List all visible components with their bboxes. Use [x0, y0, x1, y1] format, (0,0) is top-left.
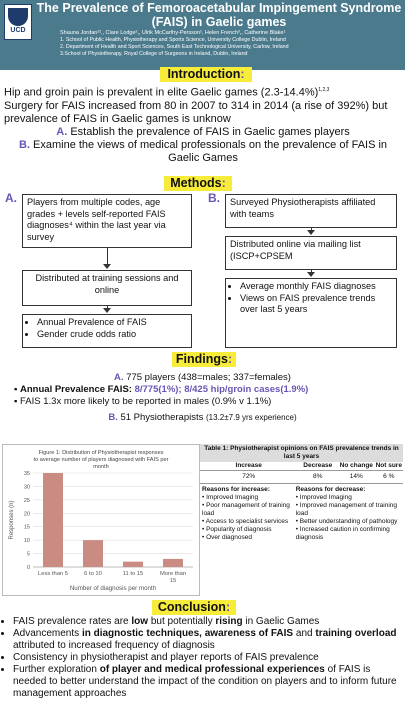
conclusion-item: • FAIS prevalence rates are low but potentially rising in Gaelic Games — [13, 616, 403, 628]
methods-a-box-1: Players from multiple codes, age grades + levels self-reported FAIS diagnoses⁴ within the last year via survey — [22, 194, 192, 248]
methods-b-label: B. — [208, 191, 220, 205]
bar — [43, 473, 63, 567]
bar — [83, 540, 103, 567]
reason-item: • Access to specialist services — [202, 518, 289, 525]
introduction-heading: Introduction: — [160, 67, 252, 82]
bar — [123, 562, 143, 567]
findings-players: A. 775 players (438=males; 337=females) — [114, 372, 291, 383]
chart-title: Figure 1: Distribution of Physiotherapist responses — [38, 450, 164, 456]
affiliation-2: 2. Department of Health and Sport Sciences, South East Technological University, Carlow, Ireland — [60, 44, 289, 50]
conclusion-item: • Further exploration of player and medical professional experiences of FAIS is needed to better understand the impact of the condition on players and to inform future management approaches — [13, 664, 403, 700]
bar — [163, 559, 183, 567]
university-logo — [4, 4, 32, 40]
findings-males: ▪ FAIS 1.3x more likely to be reported in males (0.9% v 1.1%) — [14, 396, 272, 407]
y-tick-label: 20 — [23, 511, 30, 518]
y-tick-label: 35 — [23, 471, 30, 477]
arrow-down-icon — [307, 272, 315, 277]
table-header-row — [200, 462, 403, 471]
table-header: Decrease — [303, 462, 333, 469]
table-header: Increase — [235, 462, 262, 469]
conclusion-section — [3, 616, 403, 700]
intro-line-1: Hip and groin pain is prevalent in elite Gaelic games $(2.3-14.4\%)^{1,2,3}$ — [4, 86, 330, 99]
methods-b-outcome: • Average monthly FAIS diagnoses — [240, 281, 392, 293]
affiliation-1: 1. School of Public Health, Physiotherapy and Sports Science, University College Dublin, Ireland — [60, 37, 286, 43]
methods-b-outcome: • Views on FAIS prevalence trends over last 5 years — [240, 293, 392, 316]
chart-title: to average number of players diagnosed with FAIS per — [33, 457, 169, 463]
table-cell: 6 % — [383, 473, 395, 480]
arrow-down-icon — [307, 230, 315, 235]
methods-b-box-3 — [225, 278, 397, 348]
y-tick-label: 15 — [23, 524, 30, 531]
reason-item: • Improved Imaging — [202, 494, 259, 501]
table-1 — [200, 444, 403, 594]
table-cell: 8% — [313, 473, 323, 480]
conclusion-item: • Advancements in diagnostic techniques, awareness of FAIS and training overload attributed to increased frequency of diagnosis — [13, 628, 403, 652]
x-tick-label: 11 to 15 — [122, 571, 144, 577]
table-cell: 14% — [349, 473, 363, 480]
x-tick-label: 6 to 10 — [84, 571, 102, 577]
y-tick-label: 0 — [26, 565, 30, 571]
reason-item: • Over diagnosed — [202, 534, 252, 541]
poster-header — [0, 0, 405, 70]
methods-b-box-1: Surveyed Physiotherapists affiliated with teams — [225, 194, 397, 228]
logo-text: UCD — [10, 27, 26, 34]
reasons-decrease — [294, 484, 403, 544]
figure-1 — [2, 444, 200, 596]
findings-heading: Findings: — [172, 352, 236, 367]
table-header: Not sure — [375, 462, 402, 469]
reason-item: • Improved Imaging — [295, 494, 352, 501]
methods-a-box-2: Distributed at training sessions and online — [22, 270, 192, 306]
affiliation-3: 3.School of Physiotherapy, Royal College of Surgeons in Ireland, Dublin, Ireland — [60, 51, 248, 57]
table-cell: 72% — [242, 473, 256, 480]
reasons-decrease-heading: Reasons for decrease: — [295, 486, 366, 493]
reasons-increase-heading: Reasons for increase: — [202, 486, 270, 493]
reason-item: • Popularity of diagnosis — [202, 526, 272, 533]
bar-chart — [3, 445, 199, 595]
crest-icon — [8, 8, 28, 26]
table-row — [200, 471, 403, 484]
x-axis-label: Number of diagnosis per month — [69, 585, 157, 592]
reasons-increase — [200, 484, 294, 544]
findings-section — [0, 372, 405, 424]
reason-item: • Increased caution in confirming diagnosis — [295, 526, 390, 541]
x-tick-label: More than — [159, 571, 187, 577]
y-tick-label: 25 — [23, 497, 30, 504]
methods-a-outcome: • Gender crude odds ratio — [37, 329, 187, 341]
methods-b-box-2: Distributed online via mailing list (ISCP+CPSEM — [225, 236, 397, 270]
conclusion-item: • Consistency in physiotherapist and player reports of FAIS prevalence — [13, 652, 403, 664]
authors: Shauna Jordan¹²,, Clare Lodge²,, Ulrik McCarthy-Persson¹, Helen French³,, Catherine Blake¹ — [60, 30, 286, 36]
table-title: Table 1: Physiotherapist opinions on FAIS prevalence trends in last 5 years — [200, 444, 403, 462]
x-tick-label: Less than 5 — [38, 571, 68, 577]
table-header: No change — [339, 462, 373, 469]
poster-title: The Prevalence of Femoroacetabular Impingement Syndrome (FAIS) in Gaelic games — [36, 1, 402, 29]
reason-item: • Improved management of training load — [295, 502, 397, 517]
y-axis-label: Responses (n) — [9, 500, 15, 540]
chart-title: month — [93, 464, 109, 470]
intro-line-2: Surgery for FAIS increased from 80 in 2007 to 314 in 2014 (a rise of 392%) but prevalence of FAIS in Gaelic games is unknow — [4, 99, 388, 125]
conclusion-heading: Conclusion: — [152, 600, 236, 615]
aim-a: A. Establish the prevalence of FAIS in Gaelic games players — [56, 125, 350, 138]
methods-a-label: A. — [5, 191, 17, 205]
reason-item: • Poor management of training load — [202, 502, 290, 517]
aim-b: B. Examine the views of medical professionals on the prevalence of FAIS in Gaelic Games — [18, 138, 388, 164]
arrow-down-icon — [103, 264, 111, 269]
x-tick-label: 15 — [169, 578, 177, 584]
findings-annual: ▪ Annual Prevalence FAIS: 8/775(1%); 8/425 hip/groin cases(1.9%) — [14, 384, 309, 395]
reason-item: • Better understanding of pathology — [295, 518, 398, 525]
y-tick-label: 30 — [23, 484, 30, 491]
y-tick-label: 10 — [23, 538, 30, 545]
table-reasons-row — [200, 484, 403, 544]
methods-a-box-3 — [22, 314, 192, 348]
methods-heading: Methods: — [164, 176, 232, 191]
y-tick-label: 5 — [26, 551, 30, 558]
arrow-down-icon — [103, 308, 111, 313]
findings-physios: B. 51 Physiotherapists (13.2±7.9 yrs experience) — [108, 412, 297, 423]
author-block — [60, 30, 289, 58]
methods-a-outcome: • Annual Prevalence of FAIS — [37, 317, 187, 329]
introduction-section — [4, 84, 402, 165]
